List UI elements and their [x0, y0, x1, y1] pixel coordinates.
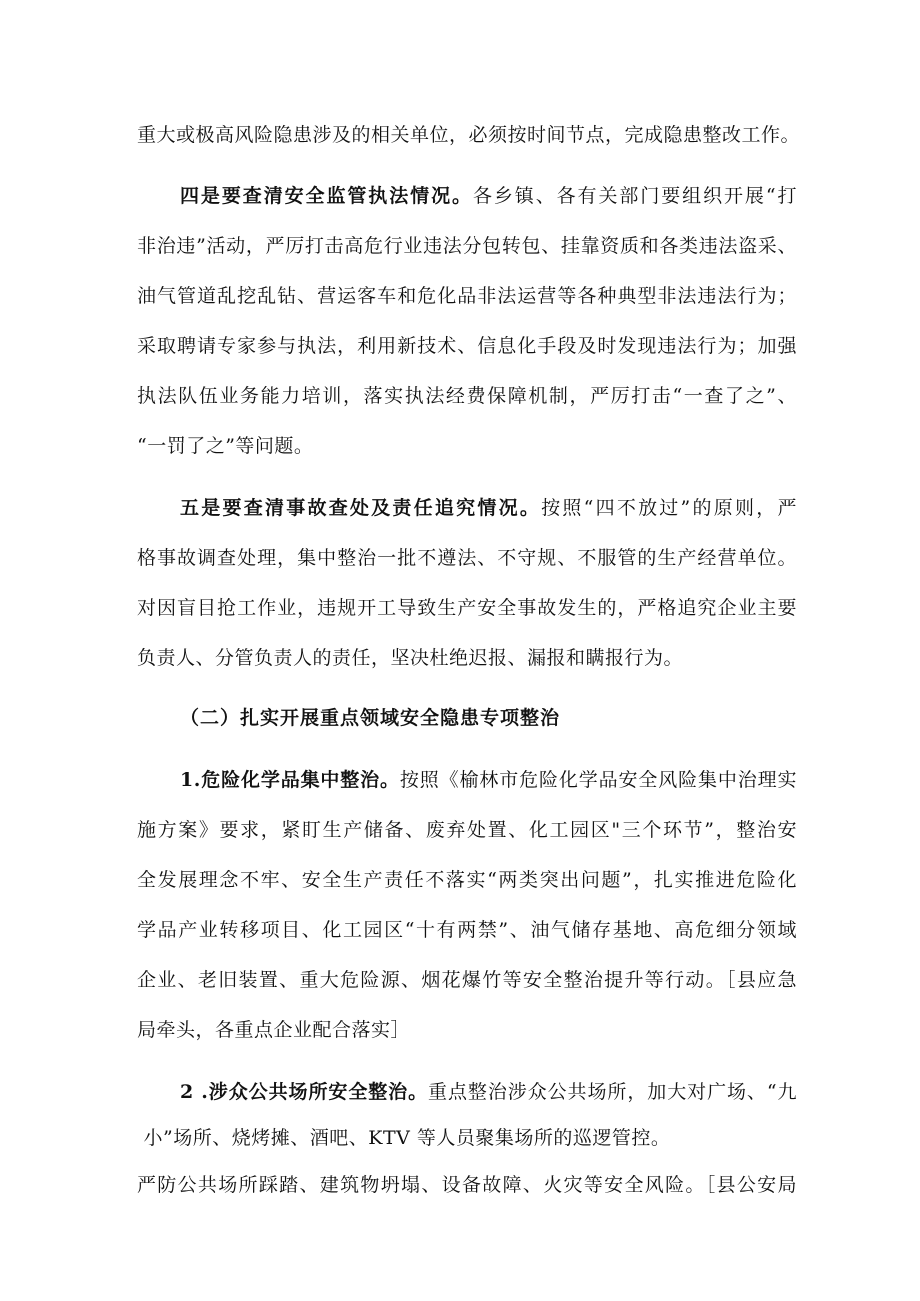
paragraph-line: “一罚了之”等问题。 [137, 435, 314, 457]
paragraph-line: 非治违”活动，严厉打击高危行业违法分包转包、挂靠资质和各类违法盗采、 [137, 235, 797, 257]
paragraph-line [180, 1072, 797, 1112]
paragraph-line: 全发展理念不牢、安全生产责任不落实“两类突出问题”，扎实推进危险化 [137, 869, 797, 891]
paragraph-line: 油气管道乱挖乱钻、营运客车和危化品非法运营等各种典型非法违法行为； [137, 285, 797, 307]
section-heading: （二）扎实开展重点领域安全隐患专项整治 [180, 707, 561, 729]
paragraph-line [180, 176, 797, 216]
bold-lead: 2 .涉众公共场所安全整治。 [180, 1081, 429, 1103]
paragraph-line: 执法队伍业务能力培训，落实执法经费保障机制，严厉打击“一查了之”、 [137, 385, 797, 407]
paragraph-text: 按照“四不放过”的原则，严 [541, 497, 797, 519]
paragraph-line: 小”场所、烧烤摊、酒吧、KTV 等人员聚集场所的巡逻管控。 [137, 1127, 671, 1149]
paragraph-line: 企业、老旧装置、重大危险源、烟花爆竹等安全整治提升等行动。［县应急 [137, 969, 797, 991]
paragraph-line: 负责人、分管负责人的责任，坚决杜绝迟报、漏报和瞒报行为。 [137, 647, 684, 669]
paragraph-line: 严防公共场所踩踏、建筑物坍塌、设备故障、火灾等安全风险。［县公安局 [137, 1174, 797, 1196]
paragraph-text: 重点整治涉众公共场所，加大对广场、“九 [428, 1081, 798, 1103]
paragraph-line: 采取聘请专家参与执法，利用新技术、信息化手段及时发现违法行为；加强 [137, 335, 797, 357]
paragraph-line: 格事故调查处理，集中整治一批不遵法、不守规、不服管的生产经营单位。 [137, 547, 797, 569]
paragraph-text: 按照《榆林市危险化学品安全风险集中治理实 [399, 769, 797, 791]
bold-lead: 四是要查清安全监管执法情况。 [180, 185, 473, 207]
paragraph-line: 重大或极高风险隐患涉及的相关单位，必须按时间节点，完成隐患整改工作。 [137, 124, 801, 146]
paragraph-line: 学品产业转移项目、化工园区“十有两禁”、油气储存基地、高危细分领域 [137, 919, 797, 941]
paragraph-text: 各乡镇、各有关部门要组织开展“打 [472, 185, 797, 207]
paragraph-line [180, 760, 797, 800]
paragraph-line [180, 488, 797, 528]
paragraph-line: 对因盲目抢工作业，违规开工导致生产安全事故发生的，严格追究企业主要 [137, 597, 797, 619]
bold-lead: 1.危险化学品集中整治。 [180, 769, 400, 791]
bold-lead: 五是要查清事故查处及责任追究情况。 [180, 497, 542, 519]
paragraph-line: 施方案》要求，紧盯生产储备、废弃处置、化工园区"三个环节”，整治安 [137, 819, 797, 841]
paragraph-line: 局牵头，各重点企业配合落实］ [137, 1019, 411, 1041]
